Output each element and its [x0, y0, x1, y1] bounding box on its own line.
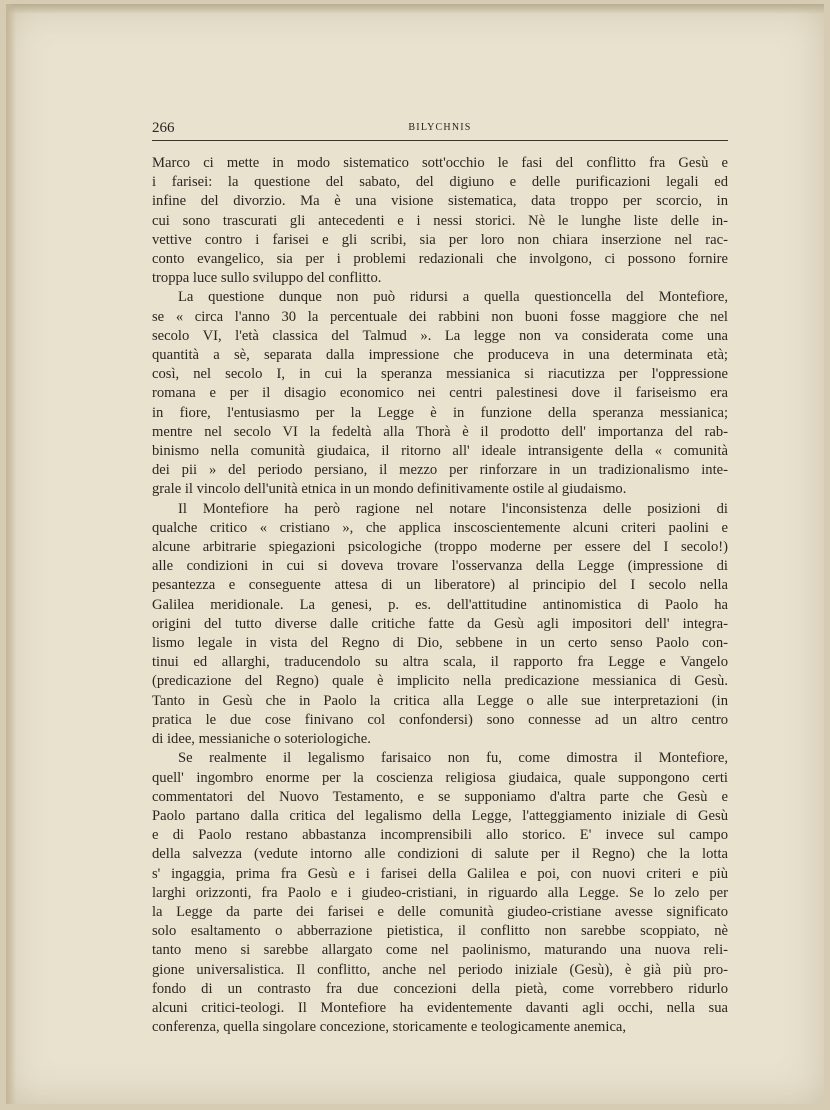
text-line: Il Montefiore ha però ragione nel notare l'inconsistenza delle posizioni di — [178, 500, 728, 517]
text-line: solo esaltamento o abberrazione pietistica, il conflitto non sarebbe scoppiato, nè — [152, 923, 728, 940]
text-line: vettive contro i farisei e gli scribi, sia per loro non chiara inserzione nel rac- — [152, 231, 728, 248]
text-line: conferenza, quella singolare concezione, storicamente e teologicamente anemica, — [152, 1019, 627, 1036]
text-line: cui sono trascurati gli antecedenti e i nessi storici. Nè le lunghe liste delle in- — [152, 212, 728, 229]
paragraph — [152, 749, 728, 1037]
running-title: BILYCHNIS — [408, 122, 472, 133]
body-text — [152, 154, 728, 1037]
page-number: 266 — [152, 120, 175, 136]
text-line: la Legge da parte dei farisei e delle comunità giudeo-cristiane avesse significato — [152, 903, 728, 920]
text-line: fondo di un contrasto fra due concezioni della pietà, come vorrebbero ridurlo — [152, 980, 728, 997]
text-line: così, nel secolo I, in cui la speranza messianica si riacutizza per l'oppressione — [152, 366, 728, 383]
text-line: in fiore, l'entusiasmo per la Legge è in funzione della speranza messianica; — [152, 404, 728, 421]
text-line: se « circa l'anno 30 la percentuale dei rabbini non buoni fosse maggiore che nel — [152, 308, 728, 325]
text-line: origini del tutto diverse dalle critiche fatte da Gesù agli impositori dell' integra- — [152, 615, 728, 632]
text-line: larghi orizzonti, fra Paolo e i giudeo-cristiani, in riguardo alla Legge. Se lo zelo per — [152, 884, 728, 901]
text-line: di idee, messianiche o soteriologiche. — [152, 731, 371, 748]
text-line: i farisei: la questione del sabato, del digiuno e delle purificazioni legali ed — [152, 174, 728, 191]
paragraph — [152, 500, 728, 750]
text-line: binismo nella comunità giudaica, il ritorno all' ideale intransigente della « comunità — [152, 443, 728, 460]
text-line: Galilea meridionale. La genesi, p. es. dell'attitudine antinomistica di Paolo ha — [152, 596, 728, 613]
text-line: romana e per il disagio economico nei centri palestinesi dove il fariseismo era — [152, 385, 728, 402]
text-line: Marco ci mette in modo sistematico sott'occhio le fasi del conflitto fra Gesù e — [152, 155, 728, 171]
text-line: alcune arbitrarie spiegazioni psicologiche (troppo moderne per essere del I secolo!) — [152, 539, 728, 556]
text-line: (predicazione del Regno) quale è implicito nella predicazione messianica di Gesù. — [152, 673, 728, 690]
text-line: dei pii » del periodo persiano, il mezzo per rinforzare in un tradizionalismo inte- — [152, 462, 728, 479]
text-line: alcuni critici-teologi. Il Montefiore ha evidentemente davanti agli occhi, nella sua — [152, 999, 728, 1016]
page-header — [152, 120, 728, 141]
book-page — [6, 4, 824, 1104]
text-line: mentre nel secolo VI la fedeltà alla Thorà è il prodotto dell' importanza del rab- — [152, 423, 728, 440]
page-left-edge — [6, 4, 16, 1104]
paragraph — [152, 288, 728, 499]
text-line: commentatori del Nuovo Testamento, e se supponiamo d'altra parte che Gesù e — [152, 788, 728, 805]
text-line: quantità a sè, separata dalla impressione che produceva in una determinata età; — [152, 347, 728, 364]
text-line: quell' ingombro enorme per la coscienza religiosa giudaica, quale suppongono certi — [152, 769, 728, 786]
text-line: grale il vincolo dell'unità etnica in un mondo definitivamente ostile al giudaismo. — [152, 481, 627, 498]
text-line: gione universalistica. Il conflitto, anche nel periodo iniziale (Gesù), è già più pro- — [152, 961, 728, 978]
text-line: alle condizioni in cui si doveva trovare l'osservanza della Legge (impressione di — [152, 558, 728, 575]
text-line: Paolo partano dalla critica del legalismo della Legge, l'atteggiamento iniziale di Gesù — [152, 807, 728, 824]
text-line: pratica le due cose finivano col confondersi) sono connesse ad un altro centro — [152, 711, 728, 728]
text-line: infine del divorzio. Ma è una visione sistematica, data troppo per scorcio, in — [152, 193, 728, 210]
text-line: s' ingaggia, prima fra Gesù e i farisei della Galilea e poi, con nuovi criteri e più — [152, 865, 728, 882]
text-line: Se realmente il legalismo farisaico non fu, come dimostra il Montefiore, — [178, 750, 728, 767]
text-line: troppa luce sullo sviluppo del conflitto. — [152, 270, 382, 287]
text-line: La questione dunque non può ridursi a quella questioncella del Montefiore, — [178, 289, 728, 306]
text-line: tanto meno si sarebbe allargato come nel paolinismo, maturando una nuova reli- — [152, 942, 728, 959]
text-line: lismo legale in vista del Regno di Dio, sebbene in un certo senso Paolo con- — [152, 635, 728, 652]
text-line: secolo VI, l'età classica del Talmud ». La legge non va considerata come una — [152, 327, 728, 344]
text-line: e di Paolo restano abbastanza incomprensibili allo storico. E' invece sul campo — [152, 827, 728, 844]
text-line: tinui ed allarghi, traducendolo su altra scala, il rapporto fra Legge e Vangelo — [152, 654, 728, 671]
text-line: pesantezza e conseguente attesa di un liberatore) al principio del I secolo nella — [152, 577, 728, 594]
text-line: della salvezza (vedute intorno alle condizioni di salute per il Regno) che la lotta — [152, 846, 728, 863]
page-top-edge — [6, 4, 824, 14]
text-line: qualche critico « cristiano », che applica inscoscientemente alcuni criteri paolini e — [152, 519, 728, 536]
paragraph — [152, 154, 728, 288]
text-line: Tanto in Gesù che in Paolo la critica alla Legge o alle sue interpretazioni (in — [152, 692, 728, 709]
text-line: conto evangelico, sia per i problemi redazionali che involgono, ci possono fornire — [152, 251, 728, 268]
